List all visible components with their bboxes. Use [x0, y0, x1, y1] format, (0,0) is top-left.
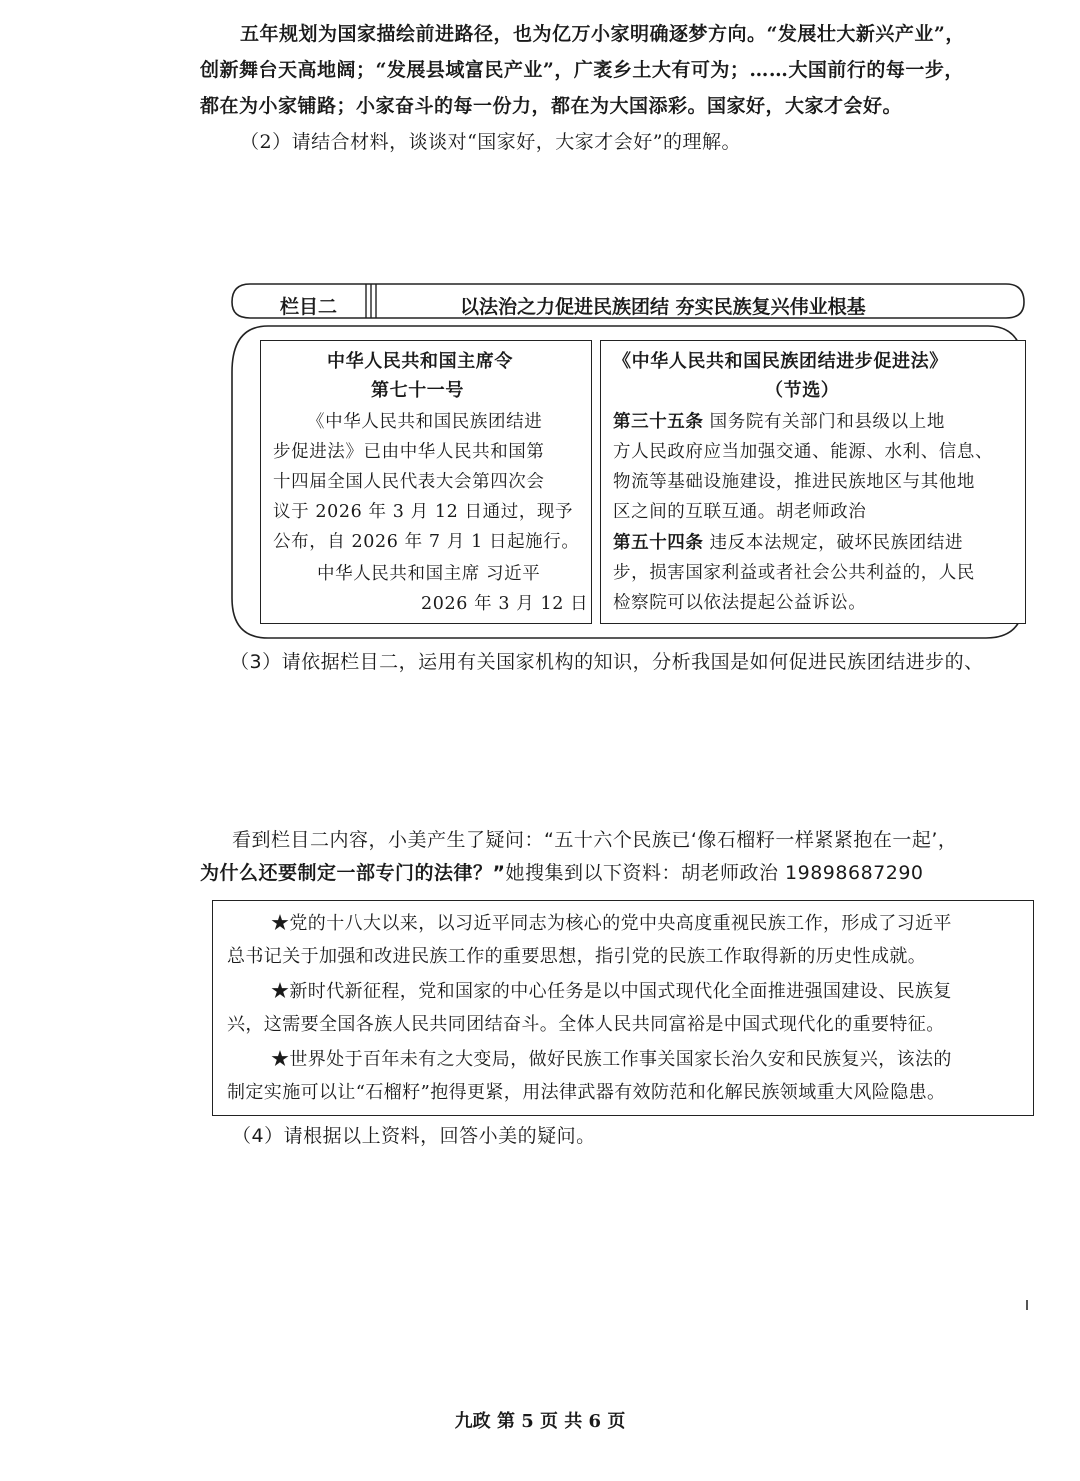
law-heading: 《中华人民共和国民族团结进步促进法》 — [613, 351, 948, 372]
doubt-question: 为什么还要制定一部专门的法律？” — [200, 862, 506, 884]
material-line: 制定实施可以让“石榴籽”抱得更紧，用法律武器有效防范和化解民族领域重大风险隐患。 — [227, 1082, 946, 1103]
question-2: （2）请结合材料，谈谈对“国家好，大家才会好”的理解。 — [240, 131, 742, 153]
law-subheading: （节选） — [765, 380, 840, 401]
article-35-line: 物流等基础设施建设，推进民族地区与其他地 — [613, 472, 975, 492]
intro-paragraph — [200, 22, 1020, 166]
doubt-line-1: 看到栏目二内容，小美产生了疑问：“五十六个民族已‘像石榴籽一样紧紧抱在一起’， — [232, 829, 958, 851]
material-line: 兴，这需要全国各族人民共同团结奋斗。全体人民共同富裕是中国式现代化的重要特征。 — [227, 1014, 945, 1035]
article-54-line: 违反本法规定，破坏民族团结进 — [703, 533, 964, 553]
law-excerpt-box — [600, 340, 1026, 624]
doubt-line-2 — [200, 861, 924, 885]
article-35-line: 区之间的互联互通。胡老师政治 — [613, 502, 867, 522]
section-label: 栏目二 — [280, 296, 338, 318]
material-line: 总书记关于加强和改进民族工作的重要思想，指引党的民族工作取得新的历史性成就。 — [227, 946, 927, 967]
article-35-label: 第三十五条 — [613, 412, 704, 432]
order-signature: 中华人民共和国主席 习近平 — [317, 564, 541, 584]
materials-box — [212, 900, 1034, 1116]
doubt-source: 她搜集到以下资料：胡老师政治 19898687290 — [505, 862, 924, 884]
article-54-line: 检察院可以依法提起公益诉讼。 — [613, 593, 867, 613]
article-35-line: 方人民政府应当加强交通、能源、水利、信息、 — [613, 442, 994, 462]
intro-line-2: 创新舞台天高地阔；“发展县域富民产业”，广袤乡土大有可为；……大国前行的每一步， — [200, 59, 964, 81]
order-heading: 中华人民共和国主席令 — [327, 351, 513, 372]
order-body-line: 议于 2026 年 3 月 12 日通过，现予 — [273, 502, 574, 522]
intro-line-3: 都在为小家铺路；小家奋斗的每一份力，都在为大国添彩。国家好，大家才会好。 — [200, 95, 903, 117]
article-35-line: 国务院有关部门和县级以上地 — [703, 412, 945, 432]
article-54-label: 第五十四条 — [613, 533, 704, 553]
page-footer: 九政 第 5 页 共 6 页 — [454, 1411, 626, 1432]
order-body-line: 十四届全国人民代表大会第四次会 — [273, 472, 545, 492]
section-2-frame — [228, 282, 1028, 644]
question-3: （3）请依据栏目二，运用有关国家机构的知识，分析我国是如何促进民族团结进步的、 — [230, 651, 984, 673]
presidential-order-box — [260, 340, 592, 624]
scan-mark — [1026, 1300, 1028, 1310]
order-body-line: 《中华人民共和国民族团结进 — [307, 412, 543, 432]
section-title: 以法治之力促进民族团结 夯实民族复兴伟业根基 — [460, 296, 866, 318]
article-54-line: 步，损害国家利益或者社会公共利益的，人民 — [613, 563, 975, 583]
material-line: ★新时代新征程，党和国家的中心任务是以中国式现代化全面推进强国建设、民族复 — [271, 981, 952, 1002]
order-date: 2026 年 3 月 12 日 — [421, 594, 589, 614]
order-number: 第七十一号 — [371, 380, 464, 401]
material-line: ★党的十八大以来，以习近平同志为核心的党中央高度重视民族工作，形成了习近平 — [271, 913, 952, 934]
order-body-line: 步促进法》已由中华人民共和国第 — [273, 442, 545, 462]
order-body-line: 公布，自 2026 年 7 月 1 日起施行。 — [273, 532, 580, 552]
intro-line-1: 五年规划为国家描绘前进路径，也为亿万小家明确逐梦方向。“发展壮大新兴产业”， — [240, 23, 965, 45]
material-line: ★世界处于百年未有之大变局，做好民族工作事关国家长治久安和民族复兴，该法的 — [271, 1049, 952, 1070]
question-4: （4）请根据以上资料，回答小美的疑问。 — [232, 1125, 596, 1147]
